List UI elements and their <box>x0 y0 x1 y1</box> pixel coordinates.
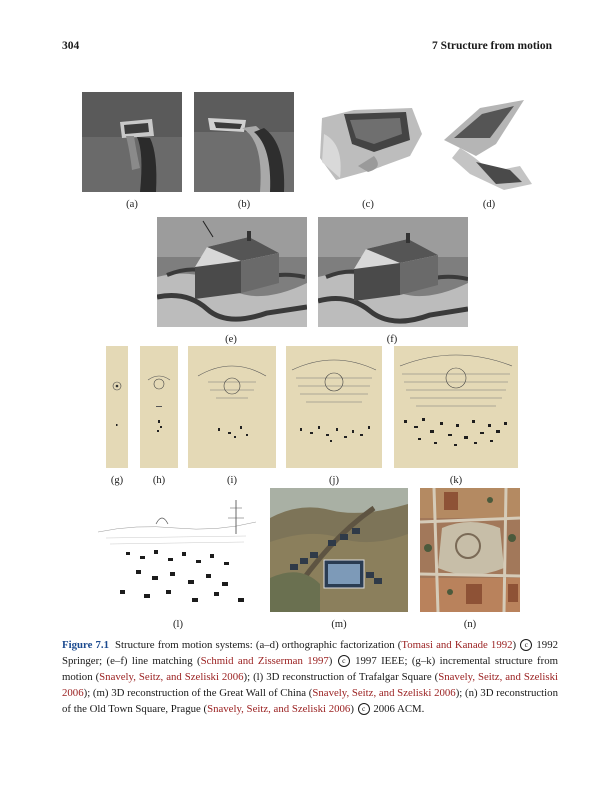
chapter-title: 7 Structure from motion <box>432 40 552 52</box>
figure-panel-d <box>440 98 538 194</box>
figure-panel-f <box>318 217 468 327</box>
page-number: 304 <box>62 40 80 52</box>
caption-text: ); (m) 3D reconstruction of the Great Wall of China ( <box>83 687 313 699</box>
label-i: (i) <box>227 475 237 486</box>
citation-link[interactable]: Snavely, Seitz, and Szeliski 2006 <box>99 671 244 683</box>
caption-text: ) <box>350 703 357 715</box>
label-m: (m) <box>331 619 347 630</box>
label-e: (e) <box>225 334 237 345</box>
caption-text: 1997 IEEE; (g–k) incremental structure from motion ( <box>62 655 559 683</box>
label-g: (g) <box>110 475 124 486</box>
label-f: (f) <box>386 334 398 345</box>
label-l: (l) <box>173 619 183 630</box>
figure-panel-m <box>270 488 408 612</box>
citation-link[interactable]: Tomasi and Kanade 1992 <box>401 639 513 651</box>
citation-link[interactable]: Schmid and Zisserman 1997 <box>200 655 329 667</box>
label-b: (b) <box>237 199 251 210</box>
figure-panel-k <box>394 346 518 468</box>
figure-caption <box>62 637 558 717</box>
caption-text: ) <box>328 655 337 667</box>
caption-text: Structure from motion systems: (a–d) orthographic factorization ( <box>115 639 402 651</box>
label-j: (j) <box>329 475 339 486</box>
copyright-icon: c <box>338 655 350 667</box>
figure-panel-b <box>194 92 294 192</box>
figure-panel-l <box>96 494 258 612</box>
label-d: (d) <box>482 199 496 210</box>
figure-panel-e <box>157 217 307 327</box>
figure-panel-a <box>82 92 182 192</box>
label-c: (c) <box>362 199 374 210</box>
citation-link[interactable]: Snavely, Seitz, and Szeliski 2006 <box>207 703 351 715</box>
citation-link[interactable]: Snavely, Seitz, and Szeliski 2006 <box>312 687 456 699</box>
figure-panel-i <box>188 346 276 468</box>
figure-panel-n <box>420 488 520 612</box>
citation-link[interactable]: Snavely, Seitz, and Szeliski 2006 <box>62 671 559 699</box>
copyright-icon: c <box>358 703 370 715</box>
label-k: (k) <box>449 475 463 486</box>
figure-panel-g <box>106 346 128 468</box>
caption-label: Figure 7.1 <box>62 639 110 651</box>
copyright-icon: c <box>520 639 532 651</box>
caption-text: ) <box>512 639 520 651</box>
label-n: (n) <box>463 619 477 630</box>
caption-text: ); (l) 3D reconstruction of Trafalgar Square ( <box>243 671 439 683</box>
figure-panel-j <box>286 346 382 468</box>
label-h: (h) <box>152 475 166 486</box>
caption-text: 2006 ACM. <box>370 703 425 715</box>
figure-panel-c <box>314 104 424 190</box>
figure-panel-h <box>140 346 178 468</box>
caption-text: 1992 Springer; (e–f) line matching ( <box>62 639 558 667</box>
label-a: (a) <box>126 199 138 210</box>
caption-text: ); (n) 3D reconstruction of the Old Town Square, Prague ( <box>62 687 558 715</box>
